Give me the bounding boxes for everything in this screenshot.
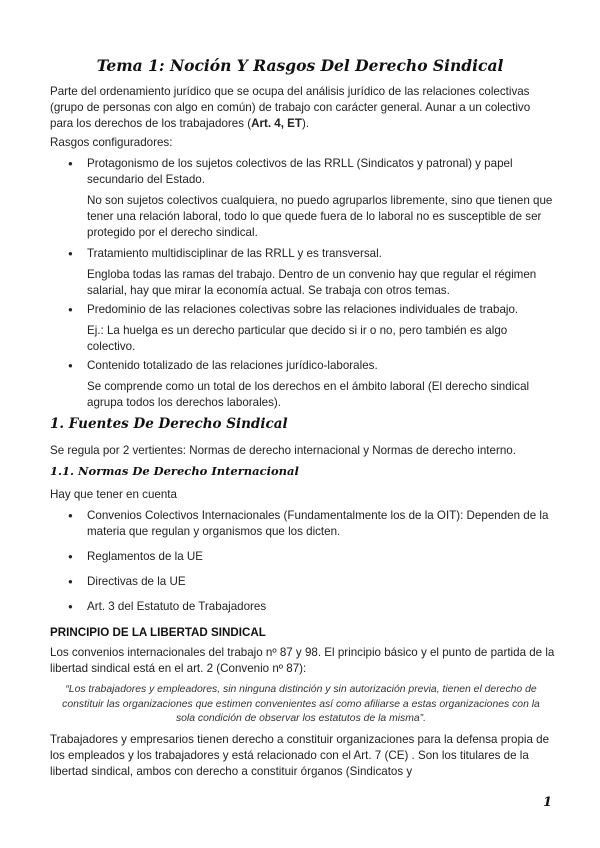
- convenio-quote: “Los trabajadores y empleadores, sin ninguna distinción y sin autorización previa, tienen el derecho de constituir las organizaciones que estimen convenientes así como afiliarse a estas organizaciones con la sola condición de observar los estatutos de la misma”.: [62, 684, 540, 724]
- norma-item-3: ● Directivas de la UE: [87, 574, 555, 590]
- section-heading-fuentes: 1. Fuentes De Derecho Sindical: [50, 416, 288, 432]
- intro-text: Parte del ordenamiento jurídico que se ocupa del análisis jurídico de las relaciones colectivas (grupo de personas con algo en común) de trabajo con carácter general. Aunar a un colectivo para los derechos de los trabajadores (: [50, 85, 531, 130]
- rasgo-detail-2: Engloba todas las ramas del trabajo. Dentro de un convenio hay que regular el régimen salarial, hay que mirar la economía actual. Se trabaja con otros temas.: [87, 268, 537, 297]
- rasgo-detail-3: Ej.: La huelga es un derecho particular que decido si ir o no, pero también es algo colectivo.: [87, 324, 508, 353]
- subsection-heading-internacional: 1.1. Normas De Derecho Internacional: [50, 464, 299, 478]
- rasgo-detail-4: Se comprende como un total de los derechos en el ámbito laboral (El derecho sindical agrupa todos los derechos laborales).: [87, 380, 530, 409]
- section-fuentes-text: Se regula por 2 vertientes: Normas de derecho internacional y Normas de derecho interno.: [50, 444, 516, 457]
- page-number: 1: [543, 795, 553, 810]
- rasgos-label: Rasgos configuradores:: [50, 136, 173, 149]
- norma-item-2: ● Reglamentos de la UE: [87, 549, 555, 565]
- article-reference: Art. 4, ET: [251, 117, 302, 130]
- rasgo-bullet-4: ● Contenido totalizado de las relaciones jurídico-laborales.: [87, 358, 555, 374]
- norma-item-1: ● Convenios Colectivos Internacionales (Fundamentalmente los de la OIT): Dependen de la materia que regulan y organismos que los dicten.: [87, 508, 555, 540]
- norma-item-4: ● Art. 3 del Estatuto de Trabajadores: [87, 599, 555, 615]
- principio-closing-paragraph: Trabajadores y empresarios tienen derecho a constituir organizaciones para la defensa propia de los empleados y los trabajadores y está relacionado con el Art. 7 (CE) . Son los titulares de la libertad sindical, ambos con derecho a constituir órganos (Sindicatos y: [50, 733, 550, 778]
- rasgo-detail-1: No son sujetos colectivos cualquiera, no puedo agruparlos libremente, sino que tienen que tener una relación laboral, todo lo que quede fuera de lo laboral no es susceptible de ser protegido por el derecho sindical.: [87, 194, 553, 239]
- principio-heading: PRINCIPIO DE LA LIBERTAD SINDICAL: [50, 626, 266, 639]
- rasgo-bullet-3: ● Predominio de las relaciones colectivas sobre las relaciones individuales de trabajo.: [87, 302, 555, 318]
- subsection-intro: Hay que tener en cuenta: [50, 488, 177, 501]
- principio-paragraph: Los convenios internacionales del trabajo nº 87 y 98. El principio básico y el punto de partida de la libertad sindical está en el art. 2 (Convenio nº 87):: [50, 646, 555, 675]
- rasgo-bullet-1: ● Protagonismo de los sujetos colectivos de las RRLL (Sindicatos y patronal) y papel secundario del Estado.: [87, 156, 555, 188]
- rasgo-bullet-2: ● Tratamiento multidisciplinar de las RRLL y es transversal.: [87, 246, 555, 262]
- intro-text-end: ).: [301, 117, 310, 130]
- intro-paragraph: [50, 84, 555, 132]
- page-title: Tema 1: Noción Y Rasgos Del Derecho Sindical: [96, 56, 504, 75]
